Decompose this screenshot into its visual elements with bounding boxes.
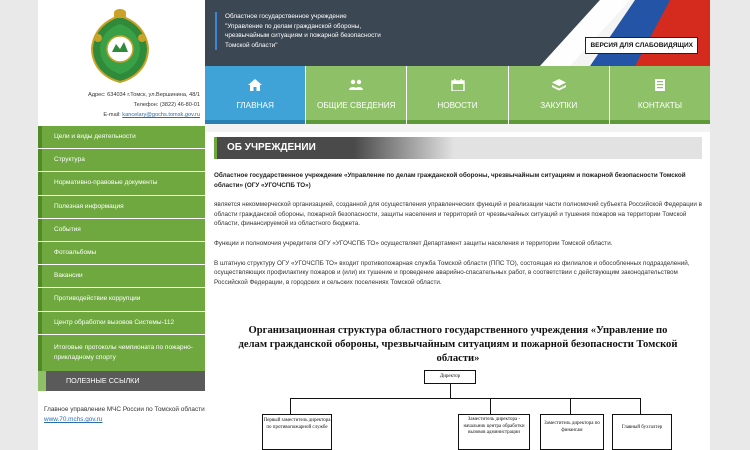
nav-general-info[interactable]	[306, 66, 406, 124]
header-banner	[205, 0, 710, 66]
useful-links-header: ПОЛЕЗНЫЕ ССЫЛКИ	[38, 371, 205, 391]
sidebar-item-112-center[interactable]: Центр обработки вызовов Системы-112	[38, 312, 205, 334]
nav-contacts-label: КОНТАКТЫ	[637, 101, 682, 110]
main-content	[214, 137, 702, 287]
paragraph-1: является некоммерческой организацией, созданной для осуществления управленческих функций и реализации части полномочий субъекта Российской Федерации в области гражданской обороны, пожарной безопасности, защиты населения и территорий от чрезвычайных ситуаций и тушения пожаров на территории Томской области, финансируемой из областного бюджета.	[214, 201, 703, 228]
org-line	[490, 398, 491, 414]
sidebar-item-legal-docs[interactable]: Нормативно-правовые документы	[38, 172, 205, 194]
contact-block	[38, 90, 200, 120]
nav-general-info-label: ОБЩИЕ СВЕДЕНИЯ	[317, 101, 396, 110]
sidebar-item-events[interactable]: События	[38, 219, 205, 241]
email-line	[38, 110, 200, 120]
org-structure-diagram	[214, 318, 702, 450]
org-box-deputy-112: Заместитель директора - начальник центра обработки вызовов администрации	[458, 414, 530, 450]
nav-news[interactable]	[407, 66, 507, 124]
paragraph-3: В штатную структуру ОГУ «УГОЧСПБ ТО» входит противопожарная служба Томской области (ППС ТО), состоящая из филиалов и обособленных подразделений, осуществляющих профилактику пожаров и (или) их тушение и проведение аварийно-спасательных работ, в соответствии с действующим законодательством Российской Федерации, в городских и сельских поселениях Томской области.	[214, 259, 690, 286]
calendar-icon	[451, 79, 465, 91]
org-title: Областное государственное учреждение "Управление по делам гражданской обороны, чрезвычайным ситуациям и пожарной безопасности Томской области"	[215, 12, 385, 50]
nav-underline-strip	[205, 124, 710, 132]
header-left	[38, 0, 205, 124]
org-box-first-deputy: Первый заместитель директора по противопожарной службе	[262, 414, 332, 450]
intro-paragraph-bold: Областное государственное учреждение «Управление по делам гражданской обороны, чрезвычайным ситуациям и пожарной безопасности Томской области» (ОГУ «УГОЧСПБ ТО»)	[214, 172, 686, 189]
nav-home-label: ГЛАВНАЯ	[236, 101, 274, 110]
org-line	[290, 398, 291, 414]
nav-contacts[interactable]	[610, 66, 710, 124]
useful-link-text: Главное управление МЧС России по Томской области	[44, 406, 205, 413]
useful-link-url[interactable]: www.70.mchs.gov.ru	[44, 416, 103, 423]
people-icon	[349, 79, 363, 91]
org-line	[290, 398, 640, 399]
nav-procurement[interactable]	[509, 66, 609, 124]
org-box-chief-accountant: Главный бухгалтер	[612, 414, 672, 450]
org-line	[450, 384, 451, 398]
section-header-gradient	[354, 137, 454, 159]
visually-impaired-button[interactable]: ВЕРСИЯ ДЛЯ СЛАБОВИДЯЩИХ	[585, 37, 698, 54]
sidebar-item-championship-protocols[interactable]: Итоговые протоколы чемпионата по пожарно-прикладному спорту	[38, 335, 205, 371]
email-link[interactable]: kancelary@gochs.tomsk.gov.ru	[122, 112, 200, 118]
phone-text: Телефон: (3822) 46-80-01	[133, 102, 200, 108]
useful-links-body	[38, 405, 205, 425]
sidebar-item-vacancies[interactable]: Вакансии	[38, 265, 205, 287]
address-text: Адрес: 634034 г.Томск, ул.Вершинина, 48/1	[87, 92, 200, 98]
paragraph-2: Функции и полномочия учредителя ОГУ «УГОЧСПБ ТО» осуществляет Департамент защиты населения и территории Томской области.	[214, 239, 613, 247]
org-chart-title: Организационная структура областного государственного учреждения «Управление по делам гражданской обороны, чрезвычайным ситуациям и пожарной безопасности Томской области»	[238, 325, 678, 364]
nav-procurement-label: ЗАКУПКИ	[540, 101, 578, 110]
org-line	[640, 398, 641, 414]
sidebar-item-anti-corruption[interactable]: Противодействие коррупции	[38, 288, 205, 310]
sidebar-item-photo-albums[interactable]: Фотоальбомы	[38, 242, 205, 264]
nav-home[interactable]	[205, 66, 305, 124]
sidebar-item-goals[interactable]: Цели и виды деятельности	[38, 126, 205, 148]
section-title: ОБ УЧРЕЖДЕНИИ	[214, 137, 354, 159]
home-icon	[248, 79, 262, 91]
sidebar-item-structure[interactable]: Структура	[38, 149, 205, 171]
site-wrapper	[38, 0, 710, 450]
section-header	[214, 137, 702, 159]
main-nav	[205, 66, 710, 124]
russian-flag-icon	[540, 0, 710, 66]
email-label: E-mail:	[103, 112, 121, 118]
org-box-deputy-finance: Заместитель директора по финансам	[540, 414, 604, 450]
org-box-director: Директор	[424, 370, 476, 384]
sidebar	[38, 126, 205, 372]
sidebar-item-useful-info[interactable]: Полезная информация	[38, 196, 205, 218]
org-line	[570, 398, 571, 414]
layers-icon	[552, 79, 566, 91]
phone-book-icon	[653, 79, 667, 91]
nav-news-label: НОВОСТИ	[437, 101, 478, 110]
emblem-logo-icon[interactable]	[86, 8, 154, 84]
